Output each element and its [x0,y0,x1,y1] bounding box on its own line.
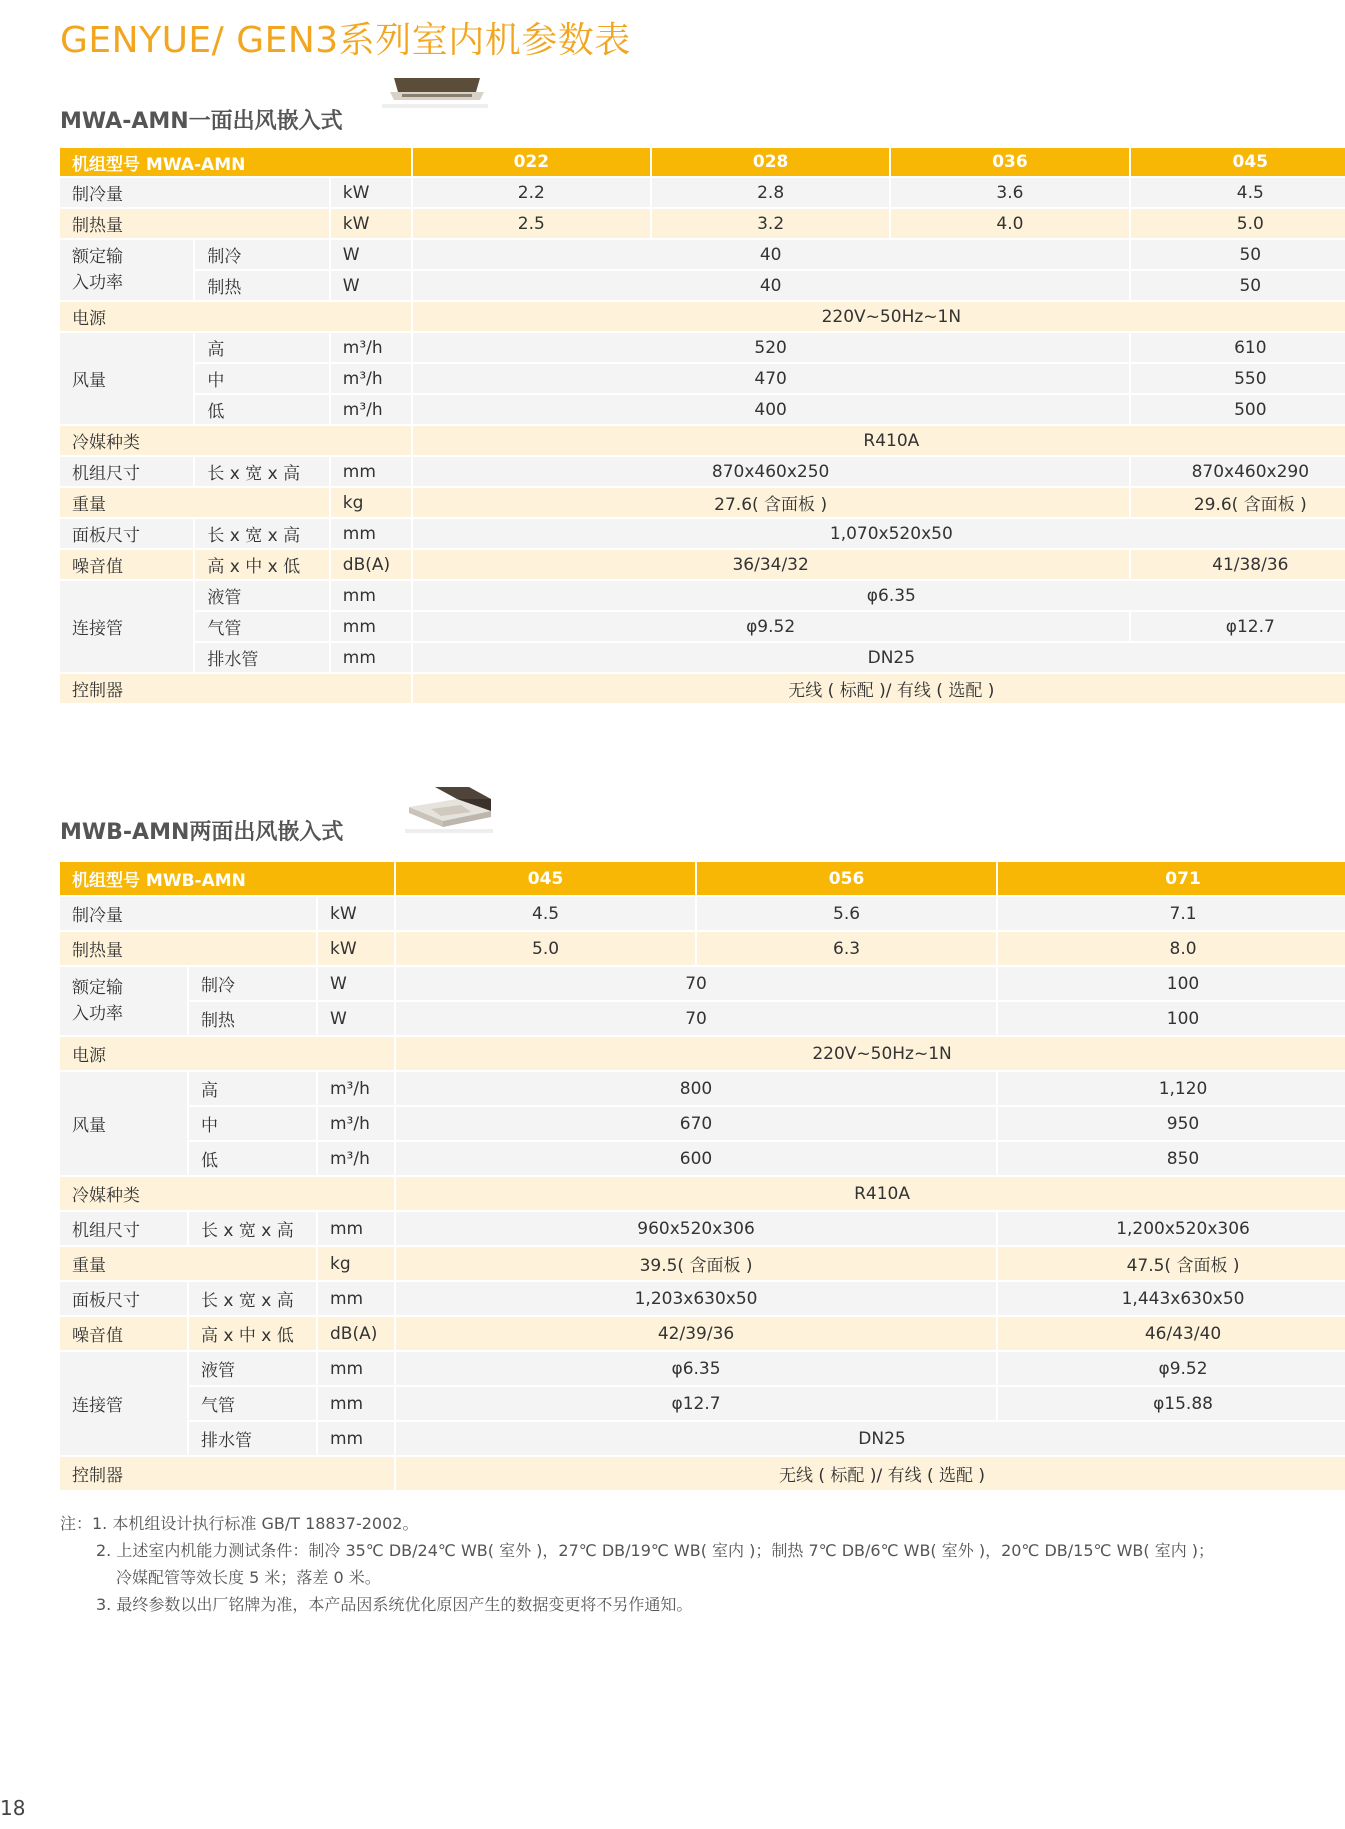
row-sub: 制冷 [195,240,330,271]
row-sub: 液管 [195,581,330,612]
one-way-cassette-unit-image [380,70,490,120]
row-sub: 排水管 [195,643,330,674]
row-sub: 制冷 [189,967,318,1002]
row-unit: mm [331,457,413,488]
row-unit: dB(A) [331,550,413,581]
row-sub: 高 x 中 x 低 [189,1317,318,1352]
row-unit: mm [331,519,413,550]
model-header-label: 机组型号 MWB-AMN [60,862,396,897]
row-unit: kW [318,932,396,967]
row-label: 控制器 [60,674,413,705]
row-unit: W [331,240,413,271]
row-label: 连接管 [60,1352,189,1457]
row-label: 风量 [60,333,195,426]
row-unit: mm [331,581,413,612]
cell: 1,070x520x50 [413,519,1345,550]
cell: 40 [413,271,1131,302]
cell: 950 [998,1107,1345,1142]
row-sub: 高 [195,333,330,364]
row-sub: 排水管 [189,1422,318,1457]
note-1: 注：1. 本机组设计执行标准 GB/T 18837-2002。 [60,1514,419,1533]
row-label: 电源 [60,302,413,333]
cell: 41/38/36 [1131,550,1345,581]
section2-header [60,785,560,845]
row-label: 控制器 [60,1457,396,1492]
note-2: 2. 上述室内机能力测试条件：制冷 35℃ DB/24℃ WB( 室外 )，27℃ DB/19℃ WB( 室内 )；制热 7℃ DB/6℃ WB( 室外 )，20℃ DB/15℃ WB( 室内 )； [96,1541,1215,1560]
cell: 800 [396,1072,998,1107]
cell: 220V~50Hz~1N [396,1037,1345,1072]
row-unit: m³/h [331,333,413,364]
cell: 5.6 [697,897,998,932]
cell: 50 [1131,271,1345,302]
row-sub: 低 [195,395,330,426]
row-label: 风量 [60,1072,189,1177]
row-sub: 长 x 宽 x 高 [189,1282,318,1317]
cell: φ9.52 [998,1352,1345,1387]
cell: 2.5 [413,209,652,240]
row-label: 冷媒种类 [60,1177,396,1212]
section1-title: MWA-AMN一面出风嵌入式 [60,109,343,134]
cell: 6.3 [697,932,998,967]
row-sub: 制热 [189,1002,318,1037]
cell: 220V~50Hz~1N [413,302,1345,333]
row-label: 冷媒种类 [60,426,413,457]
row-label: 机组尺寸 [60,457,195,488]
model-045: 045 [1131,148,1345,178]
row-sub: 制热 [195,271,330,302]
notes [60,1510,1214,1618]
cell: 8.0 [998,932,1345,967]
section2-title: MWB-AMN两面出风嵌入式 [60,820,344,845]
cell: 4.5 [396,897,697,932]
row-unit: m³/h [318,1107,396,1142]
cell: 36/34/32 [413,550,1131,581]
row-sub: 液管 [189,1352,318,1387]
cell: 600 [396,1142,998,1177]
cell: 5.0 [1131,209,1345,240]
row-unit: mm [318,1387,396,1422]
two-way-cassette-unit-image [405,785,495,839]
row-sub: 高 x 中 x 低 [195,550,330,581]
row-label: 连接管 [60,581,195,674]
cell: DN25 [396,1422,1345,1457]
row-label: 重量 [60,488,331,519]
note-2-cont: 冷媒配管等效长度 5 米；落差 0 米。 [116,1568,381,1587]
cell: 1,120 [998,1072,1345,1107]
cell: φ12.7 [1131,612,1345,643]
cell: 870x460x250 [413,457,1131,488]
row-unit: kW [318,897,396,932]
row-unit: W [318,967,396,1002]
cell: 960x520x306 [396,1212,998,1247]
row-unit: W [331,271,413,302]
page-number: 18 [0,1796,26,1820]
cell: φ6.35 [396,1352,998,1387]
spec-table-mwa [60,148,1345,705]
row-unit: kW [331,209,413,240]
row-unit: kg [318,1247,396,1282]
model-022: 022 [413,148,652,178]
cell: φ9.52 [413,612,1131,643]
row-label: 机组尺寸 [60,1212,189,1247]
cell: 5.0 [396,932,697,967]
cell: 40 [413,240,1131,271]
row-unit: m³/h [331,395,413,426]
model-header-label: 机组型号 MWA-AMN [60,148,413,178]
cell: 27.6( 含面板 ) [413,488,1131,519]
row-unit: m³/h [331,364,413,395]
cell: 39.5( 含面板 ) [396,1247,998,1282]
row-unit: mm [331,612,413,643]
cell: 无线 ( 标配 )/ 有线 ( 选配 ) [396,1457,1345,1492]
section1-header [60,70,560,134]
row-sub: 长 x 宽 x 高 [195,457,330,488]
cell: 无线 ( 标配 )/ 有线 ( 选配 ) [413,674,1345,705]
row-sub: 中 [195,364,330,395]
row-unit: W [318,1002,396,1037]
cell: 100 [998,1002,1345,1037]
cell: 500 [1131,395,1345,426]
cell: φ15.88 [998,1387,1345,1422]
cell: 70 [396,967,998,1002]
cell: R410A [396,1177,1345,1212]
row-unit: kW [331,178,413,209]
cell: 4.0 [891,209,1130,240]
row-label: 制热量 [60,209,331,240]
row-label: 额定输 入功率 [60,967,189,1037]
row-label: 噪音值 [60,550,195,581]
cell: 1,203x630x50 [396,1282,998,1317]
row-unit: m³/h [318,1142,396,1177]
model-045: 045 [396,862,697,897]
row-label: 制热量 [60,932,318,967]
row-sub: 气管 [195,612,330,643]
spec-table-mwb [60,862,1345,1492]
cell: 1,200x520x306 [998,1212,1345,1247]
row-label: 重量 [60,1247,318,1282]
row-unit: mm [318,1282,396,1317]
model-056: 056 [697,862,998,897]
row-unit: dB(A) [318,1317,396,1352]
row-label: 面板尺寸 [60,519,195,550]
cell: 100 [998,967,1345,1002]
row-label: 制冷量 [60,178,331,209]
row-sub: 高 [189,1072,318,1107]
model-071: 071 [998,862,1345,897]
cell: 4.5 [1131,178,1345,209]
cell: 400 [413,395,1131,426]
row-sub: 长 x 宽 x 高 [195,519,330,550]
cell: R410A [413,426,1345,457]
row-label: 制冷量 [60,897,318,932]
row-label: 噪音值 [60,1317,189,1352]
cell: φ6.35 [413,581,1345,612]
row-unit: mm [318,1352,396,1387]
cell: 550 [1131,364,1345,395]
cell: 70 [396,1002,998,1037]
cell: 850 [998,1142,1345,1177]
cell: 29.6( 含面板 ) [1131,488,1345,519]
row-label: 面板尺寸 [60,1282,189,1317]
note-3: 3. 最终参数以出厂铭牌为准，本产品因系统优化原因产生的数据变更将不另作通知。 [96,1595,693,1614]
cell: 610 [1131,333,1345,364]
row-label: 电源 [60,1037,396,1072]
cell: 50 [1131,240,1345,271]
model-036: 036 [891,148,1130,178]
row-unit: m³/h [318,1072,396,1107]
row-unit: mm [331,643,413,674]
cell: 42/39/36 [396,1317,998,1352]
cell: φ12.7 [396,1387,998,1422]
row-sub: 气管 [189,1387,318,1422]
cell: 2.8 [652,178,891,209]
model-028: 028 [652,148,891,178]
cell: 3.2 [652,209,891,240]
page-title: GENYUE/ GEN3系列室内机参数表 [60,20,631,61]
cell: 1,443x630x50 [998,1282,1345,1317]
row-sub: 低 [189,1142,318,1177]
row-label: 额定输 入功率 [60,240,195,302]
cell: 2.2 [413,178,652,209]
cell: 47.5( 含面板 ) [998,1247,1345,1282]
cell: 470 [413,364,1131,395]
row-unit: kg [331,488,413,519]
cell: 3.6 [891,178,1130,209]
cell: 670 [396,1107,998,1142]
row-sub: 长 x 宽 x 高 [189,1212,318,1247]
row-sub: 中 [189,1107,318,1142]
row-unit: mm [318,1422,396,1457]
cell: 520 [413,333,1131,364]
row-unit: mm [318,1212,396,1247]
cell: 46/43/40 [998,1317,1345,1352]
cell: 870x460x290 [1131,457,1345,488]
cell: DN25 [413,643,1345,674]
cell: 7.1 [998,897,1345,932]
